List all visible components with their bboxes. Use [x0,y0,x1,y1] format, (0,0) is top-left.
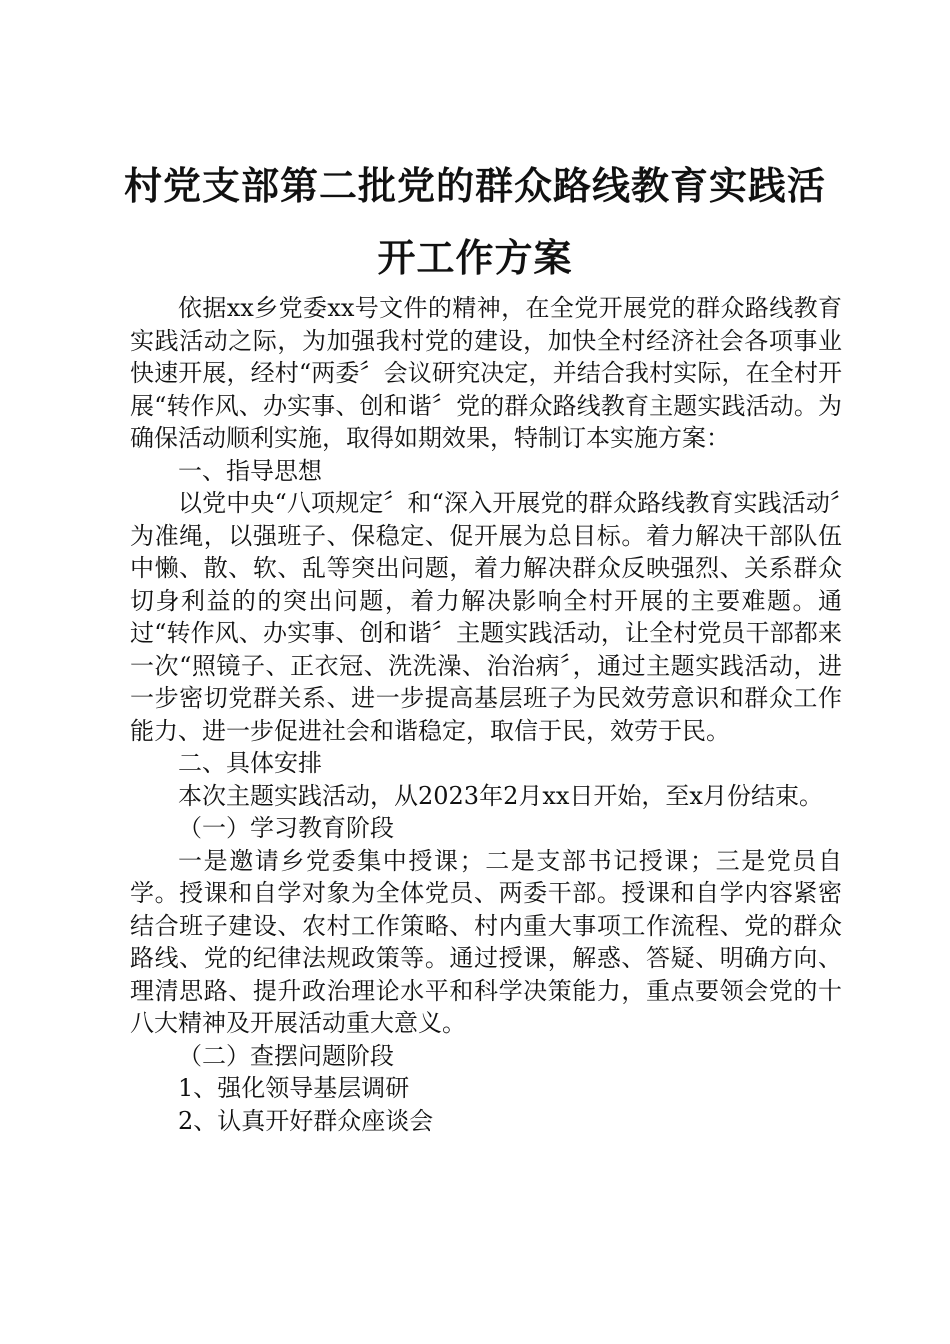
subsection-heading-study-phase: （一）学习教育阶段 [178,814,394,842]
list-item-research: 1、强化领导基层调研 [178,1074,410,1102]
list-item-symposium: 2、认真开好群众座谈会 [178,1106,434,1135]
guiding-ideology-paragraph: 以党中央“八项规定〞和“深入开展党的群众路线教育实践活动〞为准绳，以强班子、保稳定、促开展为总目标。着力解决干部队伍中懒、散、软、乱等突出问题，着力解决群众反映强烈、关系群众切身利益的的突出问题，着力解决影响全村开展的主要难题。通过“转作风、办实事、创和谐〞主题实践活动，让全村党员干部都来一次“照镜子、正衣冠、洗洗澡、治治病〞，通过主题实践活动，进一步密切党群关系、进一步提高基层班子为民效劳意识和群众工作能力、进一步促进社会和谐稳定，取信于民，效劳于民。 [130,489,842,745]
section-heading-specific-arrangements: 二、具体安排 [178,749,322,777]
study-phase-paragraph: 一是邀请乡党委集中授课；二是支部书记授课；三是党员自学。授课和自学对象为全体党员、两委干部。授课和自学内容紧密结合班子建设、农村工作策略、村内重大事项工作流程、党的群众路线、党的纪律法规政策等。通过授课，解惑、答疑、明确方向、理清思路、提升政治理论水平和科学决策能力，重点要领会党的十八大精神及开展活动重大意义。 [130,846,842,1037]
document-body [130,292,842,1137]
document-title: 村党支部第二批党的群众路线教育实践活开工作方案 [123,163,826,280]
subsection-heading-problem-finding-phase: （二）查摆问题阶段 [178,1041,394,1070]
intro-paragraph: 依据xx乡党委xx号文件的精神，在全党开展党的群众路线教育实践活动之际，为加强我村党的建设，加快全村经济社会各项事业快速开展，经村“两委〞会议研究决定，并结合我村实际，在全村开展“转作风、办实事、创和谐〞党的群众路线教育主题实践活动。为确保活动顺利实施，取得如期效果，特制订本实施方案： [130,294,842,452]
arrangements-paragraph: 本次主题实践活动，从2023年2月xx日开始，至x月份结束。 [178,781,823,810]
section-heading-guiding-ideology: 一、指导思想 [178,456,322,485]
